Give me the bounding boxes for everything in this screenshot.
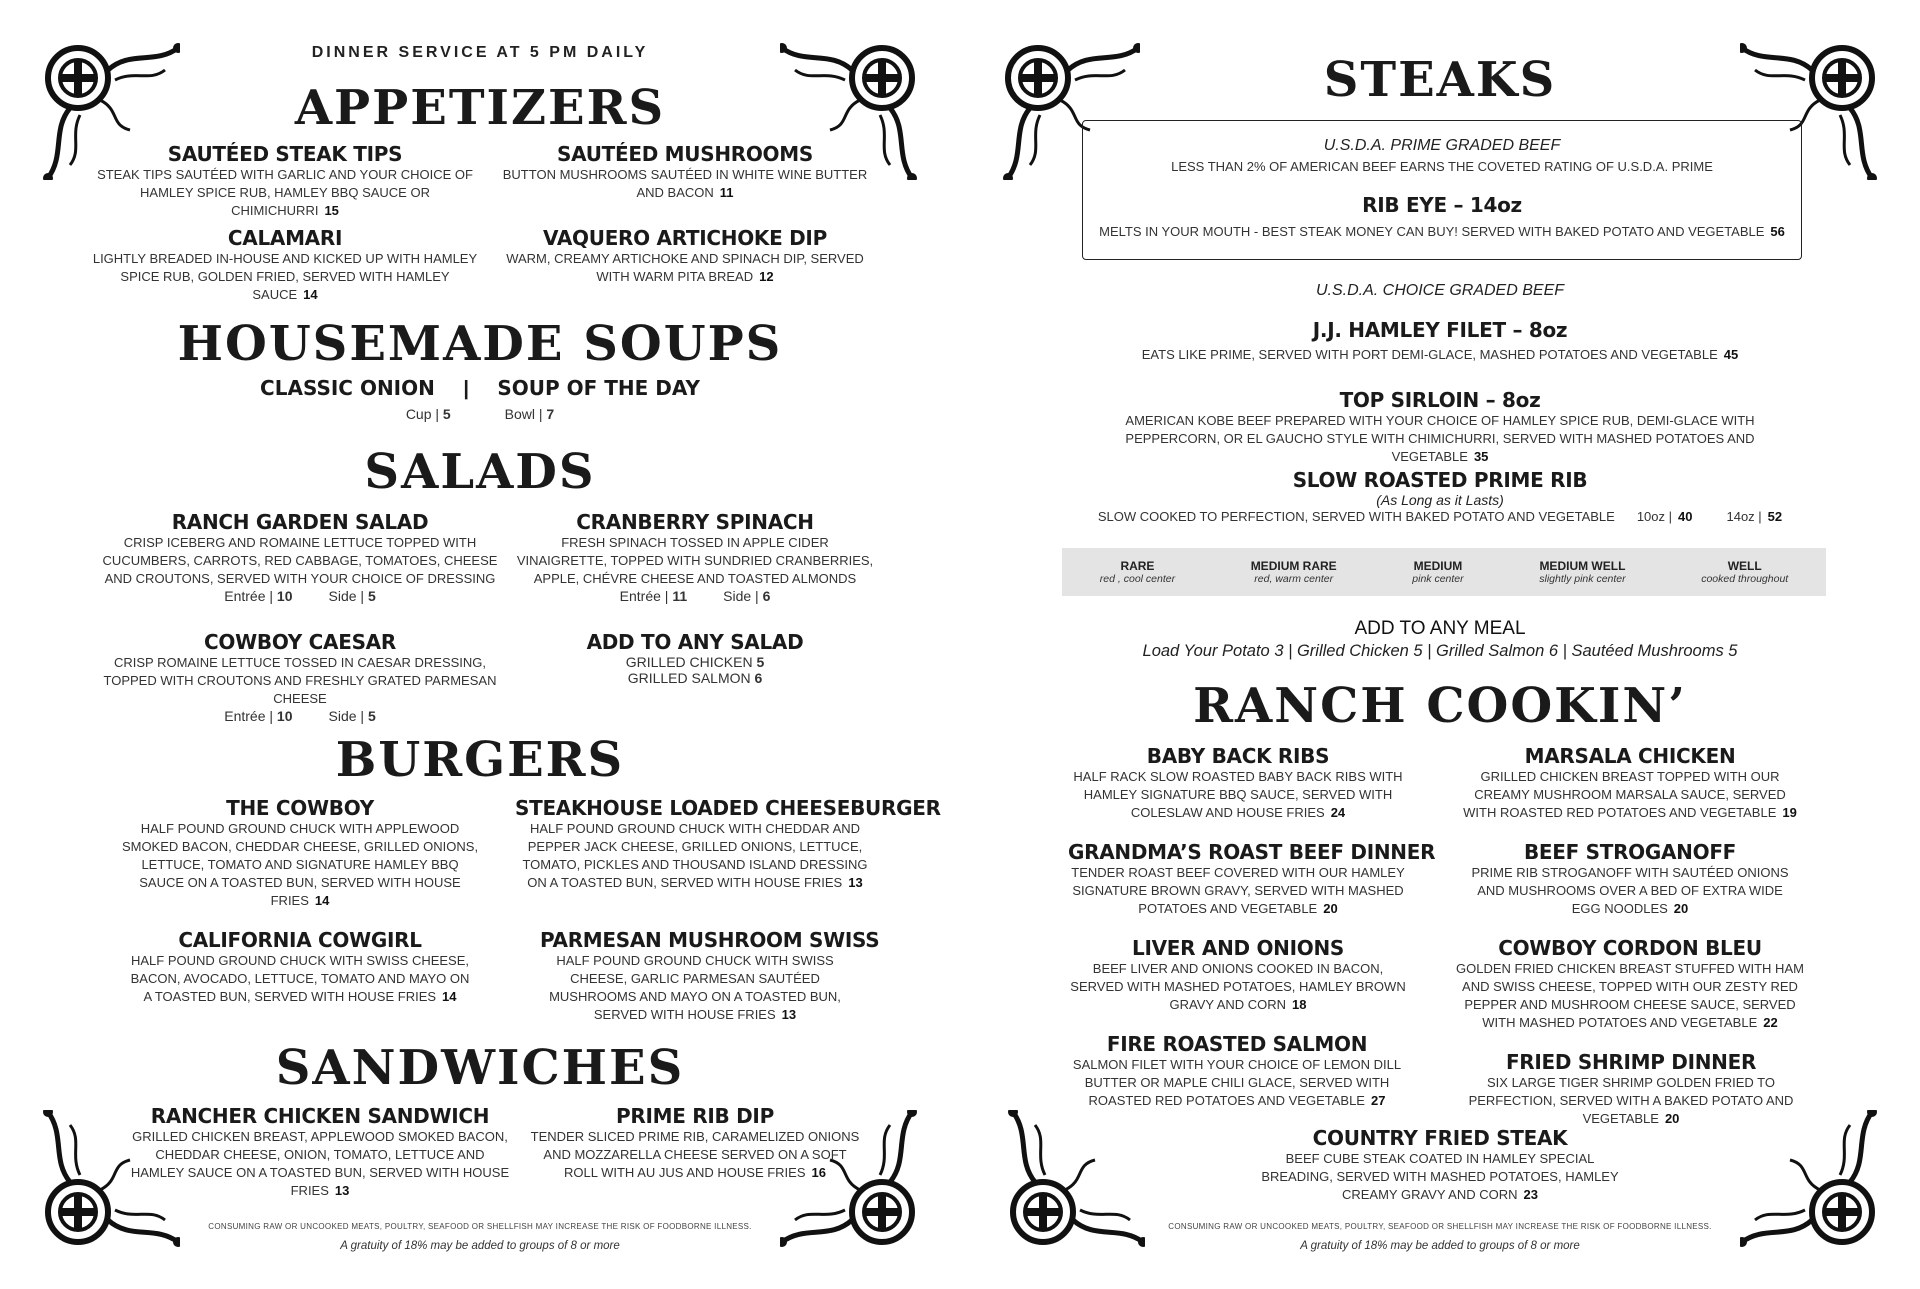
menu-item: [1460, 744, 1800, 822]
item-name: RANCH GARDEN SALAD: [171, 510, 429, 534]
menu-item: [1058, 744, 1418, 822]
salad-addon: [560, 630, 830, 686]
item-desc: CRISP ICEBERG AND ROMAINE LETTUCE TOPPED WITH CUCUMBERS, CARROTS, RED CABBAGE, TOMATOES, CHEESE AND CROUTONS, SERVED WITH YOUR CHOICE OF DRESSING: [102, 535, 498, 586]
menu-item: [100, 510, 500, 604]
menu-item: [1068, 840, 1436, 918]
item-price: 35: [1473, 449, 1489, 464]
side-label: Side |: [328, 708, 365, 724]
item-desc: BEEF CUBE STEAK COATED IN HAMLEY SPECIAL BREADING, SERVED WITH MASHED POTATOES, HAMLEY CREAMY GRAVY AND CORN: [1261, 1151, 1619, 1202]
item-desc: WARM, CREAMY ARTICHOKE AND SPINACH DIP, SERVED WITH WARM PITA BREAD: [506, 251, 864, 284]
menu-item: [540, 928, 880, 1024]
item-name: FIRE ROASTED SALMON: [1106, 1032, 1368, 1056]
item-name: SAUTÉED MUSHROOMS: [557, 142, 813, 166]
item-desc: MELTS IN YOUR MOUTH - BEST STEAK MONEY CAN BUY! SERVED WITH BAKED POTATO AND VEGETABLE: [1099, 224, 1765, 239]
item-desc: HALF POUND GROUND CHUCK WITH SWISS CHEESE, BACON, AVOCADO, LETTUCE, TOMATO AND MAYO ON A TOASTED BUN, SERVED WITH HOUSE FRIES: [130, 953, 470, 1004]
entree-price: 10: [276, 708, 293, 724]
appetizers-title: APPETIZERS: [294, 80, 666, 136]
item-desc: SLOW COOKED TO PERFECTION, SERVED WITH BAKED POTATO AND VEGETABLE: [1097, 509, 1615, 524]
item-price: 23: [1523, 1187, 1538, 1202]
ranch-cookin-title: RANCH COOKIN’: [1193, 678, 1687, 734]
soups-line: [230, 376, 730, 401]
menu-item: [1470, 840, 1790, 918]
item-desc: TENDER ROAST BEEF COVERED WITH OUR HAMLEY SIGNATURE BROWN GRAVY, SERVED WITH MASHED POTATOES AND VEGETABLE: [1071, 865, 1405, 916]
food-safety-disclaimer: CONSUMING RAW OR UNCOOKED MEATS, POULTRY, SEAFOOD OR SHELLFISH MAY INCREASE THE RISK OF FOODBORNE ILLNESS.: [208, 1222, 752, 1231]
addon-salmon-price: 6: [754, 670, 763, 686]
item-desc: CRISP ROMAINE LETTUCE TOSSED IN CAESAR DRESSING, TOPPED WITH CROUTONS AND FRESHLY GRATED PARMESAN CHEESE: [103, 655, 497, 706]
item-price: 20: [1673, 901, 1689, 916]
side-label: Side |: [723, 588, 759, 604]
cup-label: Cup |: [405, 406, 440, 422]
gratuity-note: A gratuity of 18% may be added to groups of 8 or more: [1300, 1240, 1580, 1252]
side-price: 6: [762, 588, 771, 604]
item-desc: HALF POUND GROUND CHUCK WITH CHEDDAR AND PEPPER JACK CHEESE, GRILLED ONIONS, LETTUCE, TOMATO, PICKLES AND THOUSAND ISLAND DRESSING ON A TOASTED BUN, SERVED WITH HOUSE FRIES: [522, 821, 868, 890]
item-desc: GOLDEN FRIED CHICKEN BREAST STUFFED WITH HAM AND SWISS CHEESE, TOPPED WITH OUR ZESTY RED PEPPER AND MUSHROOM CHEESE SAUCE, SERVED WITH MASHED POTATOES AND VEGETABLE: [1456, 961, 1804, 1030]
menu-item: [1080, 318, 1800, 364]
item-name: TOP SIRLOIN – 8oz: [1339, 388, 1541, 412]
item-name: THE COWBOY: [226, 796, 374, 820]
item-price: 56: [1770, 224, 1785, 239]
soup-separator: |: [463, 378, 469, 400]
item-desc: HALF RACK SLOW ROASTED BABY BACK RIBS WITH HAMLEY SIGNATURE BBQ SAUCE, SERVED WITH COLESLAW AND HOUSE FRIES: [1073, 769, 1403, 820]
item-name: SAUTÉED STEAK TIPS: [167, 142, 403, 166]
item-name: VAQUERO ARTICHOKE DIP: [543, 226, 827, 250]
price-1: 40: [1678, 509, 1693, 524]
food-safety-disclaimer: CONSUMING RAW OR UNCOOKED MEATS, POULTRY, SEAFOOD OR SHELLFISH MAY INCREASE THE RISK OF FOODBORNE ILLNESS.: [1168, 1222, 1712, 1231]
item-desc: LIGHTLY BREADED IN-HOUSE AND KICKED UP WITH HAMLEY SPICE RUB, GOLDEN FRIED, SERVED WITH HAMLEY SAUCE: [92, 251, 478, 302]
menu-item: [1080, 388, 1800, 466]
item-desc: GRILLED CHICKEN BREAST, APPLEWOOD SMOKED BACON, CHEDDAR CHEESE, ONION, TOMATO, LETTUCE AND HAMLEY SAUCE ON A TOASTED BUN, SERVED WITH HOUSE FRIES: [130, 1129, 510, 1198]
item-name: RANCHER CHICKEN SANDWICH: [150, 1104, 490, 1128]
item-desc: GRILLED CHICKEN BREAST TOPPED WITH OUR CREAMY MUSHROOM MARSALA SAUCE, SERVED WITH ROASTED RED POTATOES AND VEGETABLE: [1463, 769, 1786, 820]
item-name: RIB EYE – 14oz: [1362, 193, 1522, 217]
menu-item: [500, 142, 870, 202]
item-desc: HALF POUND GROUND CHUCK WITH APPLEWOOD SMOKED BACON, CHEDDAR CHEESE, GRILLED ONIONS, LETTUCE, TOMATO AND SIGNATURE HAMLEY BBQ SAUCE ON A TOASTED BUN, SERVED WITH HOUSE FRIES: [121, 821, 479, 908]
item-price: 14: [303, 287, 318, 302]
item-name: SLOW ROASTED PRIME RIB: [1292, 468, 1588, 492]
service-hours: DINNER SERVICE AT 5 PM DAILY: [311, 44, 649, 61]
menu-item: [1450, 936, 1810, 1032]
menu-item: [1083, 193, 1801, 241]
doneness-cell: WELL cooked throughout: [1701, 559, 1789, 585]
item-price: 22: [1763, 1015, 1778, 1030]
item-desc: EATS LIKE PRIME, SERVED WITH PORT DEMI-GLACE, MASHED POTATOES AND VEGETABLE: [1141, 347, 1718, 362]
item-name: STEAKHOUSE LOADED CHEESEBURGER: [515, 796, 941, 820]
menu-item: [530, 1104, 860, 1182]
prime-note: LESS THAN 2% OF AMERICAN BEEF EARNS THE COVETED RATING OF U.S.D.A. PRIME: [1171, 159, 1713, 174]
gratuity-note: A gratuity of 18% may be added to groups of 8 or more: [340, 1240, 620, 1252]
doneness-cell: RARE red , cool center: [1099, 559, 1176, 585]
price-2: 52: [1767, 509, 1783, 524]
item-name: BABY BACK RIBS: [1146, 744, 1330, 768]
menu-item: [95, 630, 505, 724]
addon-chicken-price: 5: [756, 654, 765, 670]
menu-item: [515, 510, 875, 604]
item-name: FRIED SHRIMP DINNER: [1505, 1050, 1757, 1074]
item-desc: TENDER SLICED PRIME RIB, CARAMELIZED ONIONS AND MOZZARELLA CHEESE SERVED ON A SOFT ROLL WITH AU JUS AND HOUSE FRIES: [530, 1129, 860, 1180]
entree-label: Entrée |: [224, 708, 274, 724]
item-name: CALAMARI: [227, 226, 343, 250]
soup-of-day: SOUP OF THE DAY: [497, 376, 700, 400]
item-price: 45: [1723, 347, 1739, 362]
prime-heading: U.S.D.A. PRIME GRADED BEEF: [1323, 137, 1561, 154]
steaks-title: STEAKS: [1323, 52, 1557, 108]
menu-item: [1456, 1050, 1806, 1128]
item-desc: PRIME RIB STROGANOFF WITH SAUTÉED ONIONS AND MUSHROOMS OVER A BED OF EXTRA WIDE EGG NOODLES: [1471, 865, 1789, 916]
item-name: LIVER AND ONIONS: [1132, 936, 1344, 960]
side-label: Side |: [328, 588, 365, 604]
item-desc: SALMON FILET WITH YOUR CHOICE OF LEMON DILL BUTTER OR MAPLE CHILI GLACE, SERVED WITH ROASTED RED POTATOES AND VEGETABLE: [1072, 1057, 1402, 1108]
soups-title: HOUSEMADE SOUPS: [177, 316, 783, 372]
item-subtitle: (As Long as it Lasts): [1376, 492, 1504, 508]
menu-item: [1068, 936, 1408, 1014]
item-desc: FRESH SPINACH TOSSED IN APPLE CIDER VINAIGRETTE, TOPPED WITH SUNDRIED CRANBERRIES, APPLE, CHÉVRE CHEESE AND TOASTED ALMONDS: [516, 535, 874, 586]
item-price: 13: [334, 1183, 350, 1198]
menu-item: [515, 796, 941, 892]
item-price: 18: [1292, 997, 1307, 1012]
item-price: 24: [1330, 805, 1346, 820]
menu-item: [130, 1104, 510, 1200]
entree-price: 11: [672, 588, 688, 604]
right-menu-page: [960, 0, 1920, 1289]
doneness-guide: [1062, 548, 1826, 596]
item-name: ADD TO ANY SALAD: [586, 630, 804, 654]
item-name: PRIME RIB DIP: [616, 1104, 774, 1128]
item-price: 27: [1370, 1093, 1386, 1108]
item-price: 19: [1782, 805, 1797, 820]
add-to-meal-heading: ADD TO ANY MEAL: [1354, 618, 1526, 639]
item-price: 13: [848, 875, 863, 890]
item-name: COWBOY CAESAR: [204, 630, 396, 654]
prime-beef-box: [1082, 120, 1802, 260]
bowl-label: Bowl |: [504, 406, 543, 422]
soup-prices: [280, 406, 680, 422]
entree-price: 10: [276, 588, 293, 604]
item-name: GRANDMA’S ROAST BEEF DINNER: [1068, 840, 1436, 864]
item-price: 12: [759, 269, 774, 284]
scroll-ornament-icon: [1005, 1110, 1145, 1250]
item-price: 14: [442, 989, 457, 1004]
choice-heading: U.S.D.A. CHOICE GRADED BEEF: [1315, 282, 1565, 299]
item-price: 14: [314, 893, 330, 908]
menu-item: [120, 796, 480, 910]
menu-item: [1260, 1126, 1620, 1204]
item-price: 20: [1664, 1111, 1680, 1126]
item-name: CALIFORNIA COWGIRL: [178, 928, 422, 952]
item-name: MARSALA CHICKEN: [1524, 744, 1736, 768]
addon-chicken: GRILLED CHICKEN: [625, 654, 753, 670]
entree-label: Entrée |: [224, 588, 274, 604]
item-name: CRANBERRY SPINACH: [576, 510, 814, 534]
menu-item: [1052, 1032, 1422, 1110]
addon-salmon: GRILLED SALMON: [627, 670, 751, 686]
sandwiches-title: SANDWICHES: [275, 1040, 685, 1096]
side-price: 5: [367, 588, 376, 604]
item-price: 15: [324, 203, 339, 218]
menu-item: [500, 226, 870, 286]
add-to-meal-options: Load Your Potato 3 | Grilled Chicken 5 | Grilled Salmon 6 | Sautéed Mushrooms 5: [1142, 642, 1738, 660]
cup-price: 5: [442, 406, 451, 422]
item-name: COUNTRY FRIED STEAK: [1312, 1126, 1568, 1150]
doneness-cell: MEDIUM pink center: [1412, 559, 1464, 585]
menu-item: [90, 226, 480, 304]
item-price: 13: [781, 1007, 797, 1022]
size-2: 14oz |: [1726, 509, 1762, 524]
item-desc: SIX LARGE TIGER SHRIMP GOLDEN FRIED TO PERFECTION, SERVED WITH A BAKED POTATO AND VEGETABLE: [1468, 1075, 1794, 1126]
size-1: 10oz |: [1636, 509, 1673, 524]
bowl-price: 7: [546, 406, 555, 422]
menu-item: [1070, 468, 1810, 526]
entree-label: Entrée |: [619, 588, 669, 604]
item-name: BEEF STROGANOFF: [1523, 840, 1737, 864]
item-price: 20: [1323, 901, 1338, 916]
item-desc: STEAK TIPS SAUTÉED WITH GARLIC AND YOUR CHOICE OF HAMLEY SPICE RUB, HAMLEY BBQ SAUCE OR CHIMICHURRI: [97, 167, 473, 218]
item-desc: BEEF LIVER AND ONIONS COOKED IN BACON, SERVED WITH MASHED POTATOES, HAMLEY BROWN GRAVY AND CORN: [1070, 961, 1406, 1012]
item-desc: HALF POUND GROUND CHUCK WITH SWISS CHEESE, GARLIC PARMESAN SAUTÉED MUSHROOMS AND MAYO ON A TOASTED BUN, SERVED WITH HOUSE FRIES: [549, 953, 841, 1022]
salads-title: SALADS: [364, 444, 596, 500]
menu-item: [130, 928, 470, 1006]
doneness-cell: MEDIUM RARE red, warm center: [1250, 559, 1337, 585]
side-price: 5: [367, 708, 376, 724]
item-name: J.J. HAMLEY FILET – 8oz: [1312, 318, 1568, 342]
soup-classic: CLASSIC ONION: [260, 376, 435, 400]
item-price: 11: [719, 185, 734, 200]
burgers-title: BURGERS: [335, 732, 625, 788]
scroll-ornament-icon: [1740, 1110, 1880, 1250]
item-desc: BUTTON MUSHROOMS SAUTÉED IN WHITE WINE BUTTER AND BACON: [502, 167, 868, 200]
doneness-cell: MEDIUM WELL slightly pink center: [1539, 559, 1626, 585]
item-desc: AMERICAN KOBE BEEF PREPARED WITH YOUR CHOICE OF HAMLEY SPICE RUB, DEMI-GLACE WITH PEPPERCORN, OR EL GAUCHO STYLE WITH CHIMICHURRI, SERVED WITH MASHED POTATOES AND VEGETABLE: [1125, 413, 1755, 464]
item-price: 16: [811, 1165, 826, 1180]
item-name: PARMESAN MUSHROOM SWISS: [540, 928, 880, 952]
menu-item: [90, 142, 480, 220]
item-name: COWBOY CORDON BLEU: [1498, 936, 1762, 960]
